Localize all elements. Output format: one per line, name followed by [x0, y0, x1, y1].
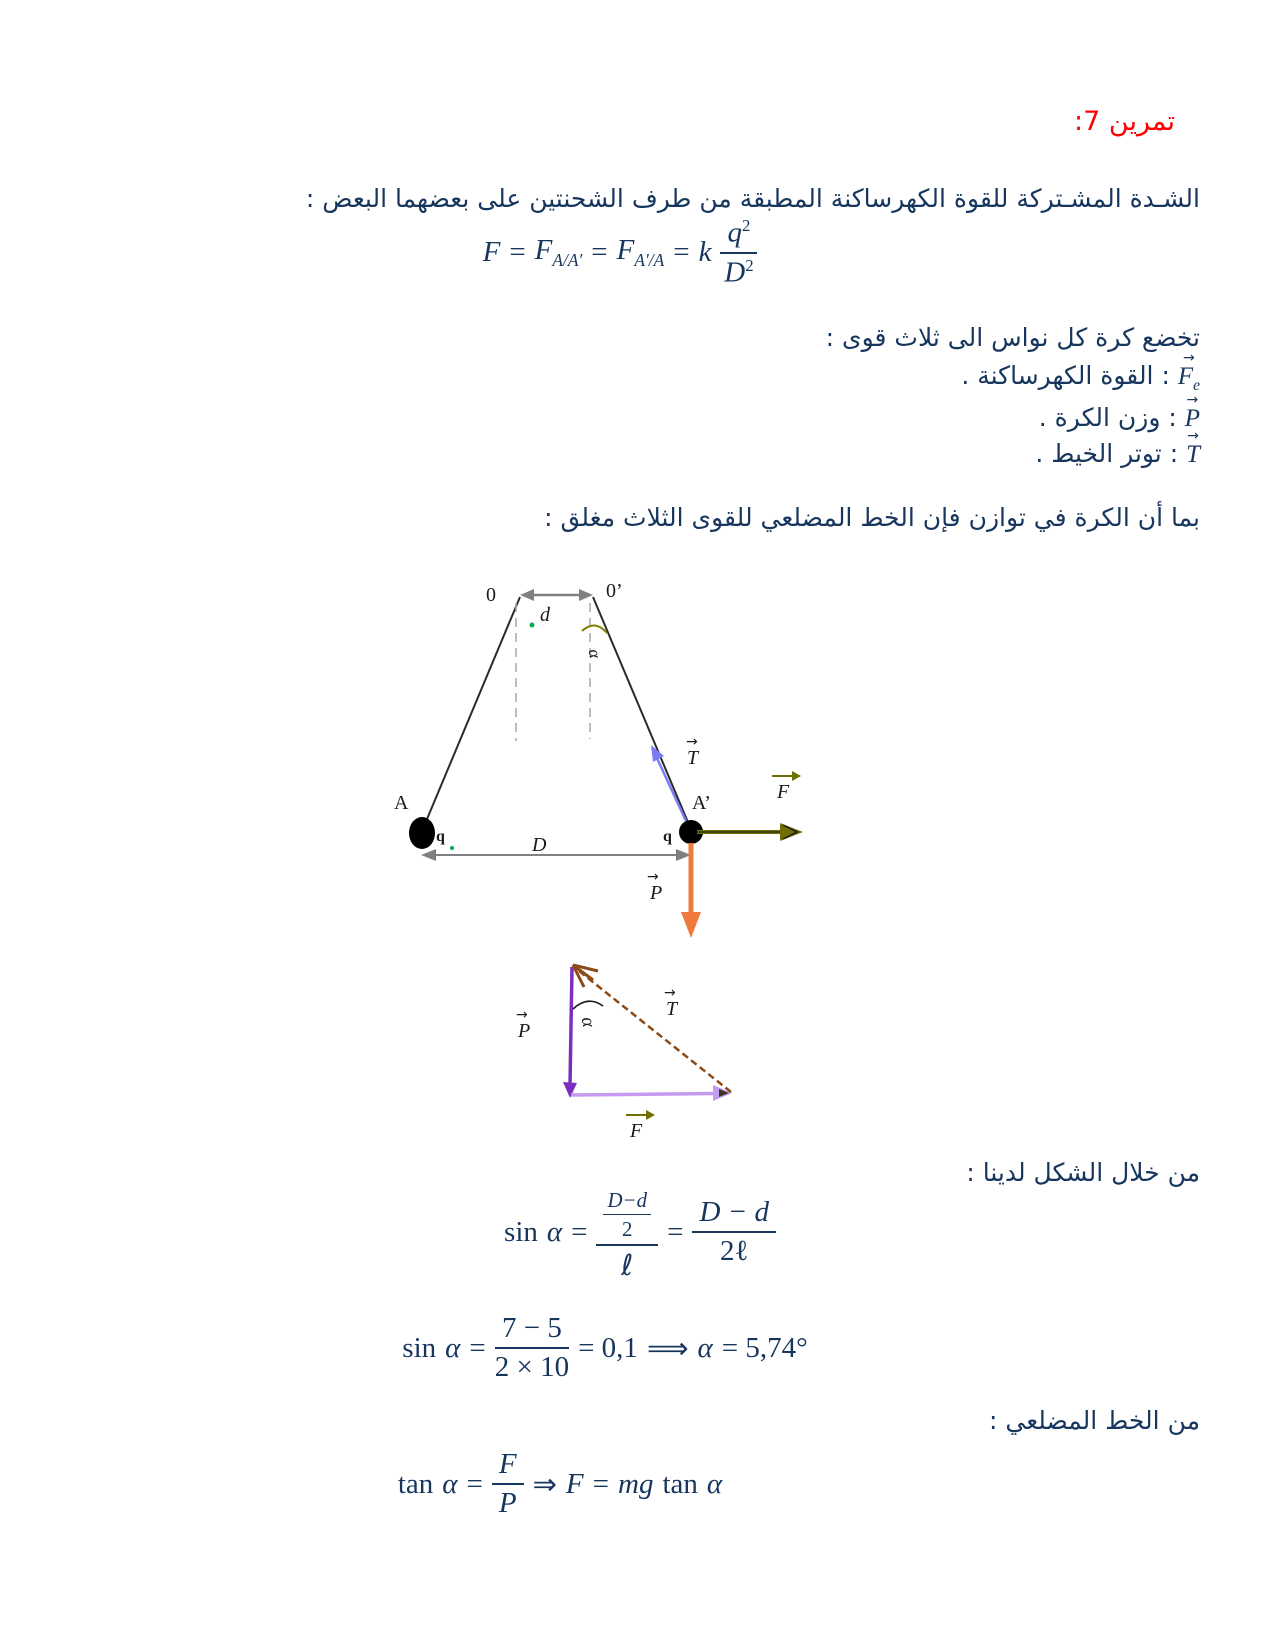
- eq-equals: =: [667, 1215, 684, 1248]
- force-triangle-diagram: [470, 945, 800, 1155]
- eq-alpha: α: [546, 1215, 563, 1248]
- fraction-q2-D2: $\frac{q^2}{D^2}$: [720, 216, 757, 289]
- eq-equals: =: [509, 236, 526, 269]
- implies-arrow-icon: ⟹: [646, 1331, 689, 1365]
- triangle-tension-label: T: [666, 998, 678, 1020]
- eq-equals: =: [466, 1467, 483, 1500]
- eq-tan: tan: [662, 1467, 698, 1500]
- exercise-title: تمرين 7:: [1074, 106, 1175, 137]
- pivot-o-label: 0: [486, 584, 496, 606]
- vector-arrow-icon: →: [516, 1007, 528, 1023]
- forces-intro-text: تخضع كرة كل نواس الى ثلاث قوى :: [825, 323, 1200, 352]
- t-vector-symbol: → T: [1186, 428, 1200, 468]
- angle-arc: [582, 625, 607, 633]
- p-description: : وزن الكرة .: [1038, 403, 1185, 432]
- triangle-angle-arc: [573, 1001, 603, 1009]
- ball-A-label: A: [394, 792, 409, 814]
- tension-arrow: [656, 756, 686, 821]
- fraction-7-5-over-2x10: $\frac{7 - 5}{2 \times 10}$: [494, 1312, 570, 1383]
- ball-A: [409, 817, 435, 849]
- D-arrowhead-left: [421, 849, 436, 861]
- implies-arrow-icon: ⇒: [532, 1467, 557, 1501]
- charge-q-right-label: q: [663, 828, 672, 845]
- eq-angle-value: = 5,74°: [721, 1331, 808, 1364]
- eq-tan: tan: [397, 1467, 434, 1500]
- eq-F: F: [565, 1467, 584, 1500]
- tension-label: T: [687, 747, 699, 769]
- green-dot: [450, 846, 454, 850]
- eq-equals: =: [673, 236, 690, 269]
- charge-q-left-label: q: [436, 828, 445, 845]
- fe-description: : القوة الكهرساكنة .: [961, 361, 1178, 390]
- vector-arrow-icon: →: [1186, 392, 1199, 408]
- force-fe-line: [961, 352, 1200, 394]
- eq-f-sub: $F_{A'/A}$: [616, 234, 665, 271]
- triangle-tension-arrow: [576, 971, 731, 1092]
- force-p-line: [1039, 394, 1200, 435]
- fraction-D-d-2l: $\frac{D - d}{\text{2ℓ}}$: [692, 1196, 776, 1268]
- eq-alpha: α: [445, 1331, 461, 1364]
- triangle-weight-arrow: [570, 967, 572, 1085]
- eq-alpha: α: [706, 1467, 723, 1500]
- pivot-o-prime-label: 0’: [606, 580, 623, 602]
- vector-arrow-icon: →: [1183, 350, 1195, 366]
- force-label-arrowhead: [646, 1110, 655, 1120]
- vector-arrow-icon: →: [664, 985, 676, 1001]
- from-polygon-text: من الخط المضلعي :: [989, 1406, 1200, 1435]
- green-dot: [530, 623, 535, 628]
- string-right: [593, 597, 690, 827]
- ball-A-prime-label: A’: [692, 792, 711, 814]
- fe-vector-symbol: → $F_e$: [1177, 350, 1200, 394]
- force-label: F: [777, 781, 790, 803]
- d-arrowhead-right: [579, 589, 593, 601]
- eq-result: = 0,1: [578, 1331, 638, 1364]
- triangle-weight-label: P: [518, 1020, 531, 1042]
- tan-equation: [300, 1448, 820, 1520]
- eq-f: F: [482, 236, 501, 269]
- sin-numeric-equation: [320, 1312, 890, 1384]
- weight-label: P: [650, 882, 663, 904]
- pendulum-diagram: [360, 555, 820, 955]
- alpha-angle-label: α: [584, 647, 605, 660]
- d-arrowhead-left: [520, 589, 534, 601]
- eq-equals: =: [591, 236, 608, 269]
- nested-fraction: $\frac{\frac{D-d}{2}}{\text{ℓ}}$: [596, 1182, 658, 1282]
- t-description: : توتر الخيط .: [1035, 439, 1187, 468]
- intro-text: الشـدة المشـتركة للقوة الكهرساكنة المطبقة من طرف الشحنتين على بعضهما البعض :: [305, 184, 1200, 213]
- eq-mg: mg: [618, 1467, 654, 1500]
- fraction-F-over-P: $\frac{F}{P}$: [492, 1448, 524, 1520]
- vector-arrow-icon: →: [686, 734, 698, 750]
- sin-definition-equation: [360, 1182, 920, 1282]
- triangle-force-label: F: [630, 1120, 643, 1142]
- coulomb-equation: [340, 216, 900, 289]
- eq-equals: =: [592, 1467, 609, 1500]
- D-distance-label: D: [532, 834, 547, 856]
- p-vector-symbol: → P: [1184, 392, 1200, 432]
- weight-arrowhead: [681, 912, 701, 938]
- eq-alpha: α: [442, 1467, 458, 1500]
- eq-alpha: α: [697, 1331, 713, 1364]
- eq-equals: =: [469, 1331, 486, 1364]
- string-left: [422, 597, 520, 831]
- eq-f-sub: $F_{A/A'}$: [534, 234, 583, 271]
- eq-sin: sin: [504, 1215, 538, 1248]
- triangle-alpha-label: α: [576, 1015, 600, 1030]
- vector-arrow-icon: →: [1187, 428, 1199, 444]
- d-distance-label: d: [540, 604, 550, 626]
- force-label-arrowhead: [792, 771, 801, 781]
- triangle-force-arrow: [571, 1094, 715, 1096]
- equilibrium-text: بما أن الكرة في توازن فإن الخط المضلعي للقوى الثلاث مغلق :: [544, 503, 1200, 532]
- eq-equals: =: [571, 1215, 588, 1248]
- from-figure-text: من خلال الشكل لدينا :: [966, 1158, 1200, 1187]
- force-t-line: [1035, 430, 1200, 471]
- eq-k: k: [698, 236, 712, 269]
- vector-arrow-icon: →: [647, 869, 659, 885]
- eq-sin: sin: [402, 1331, 437, 1364]
